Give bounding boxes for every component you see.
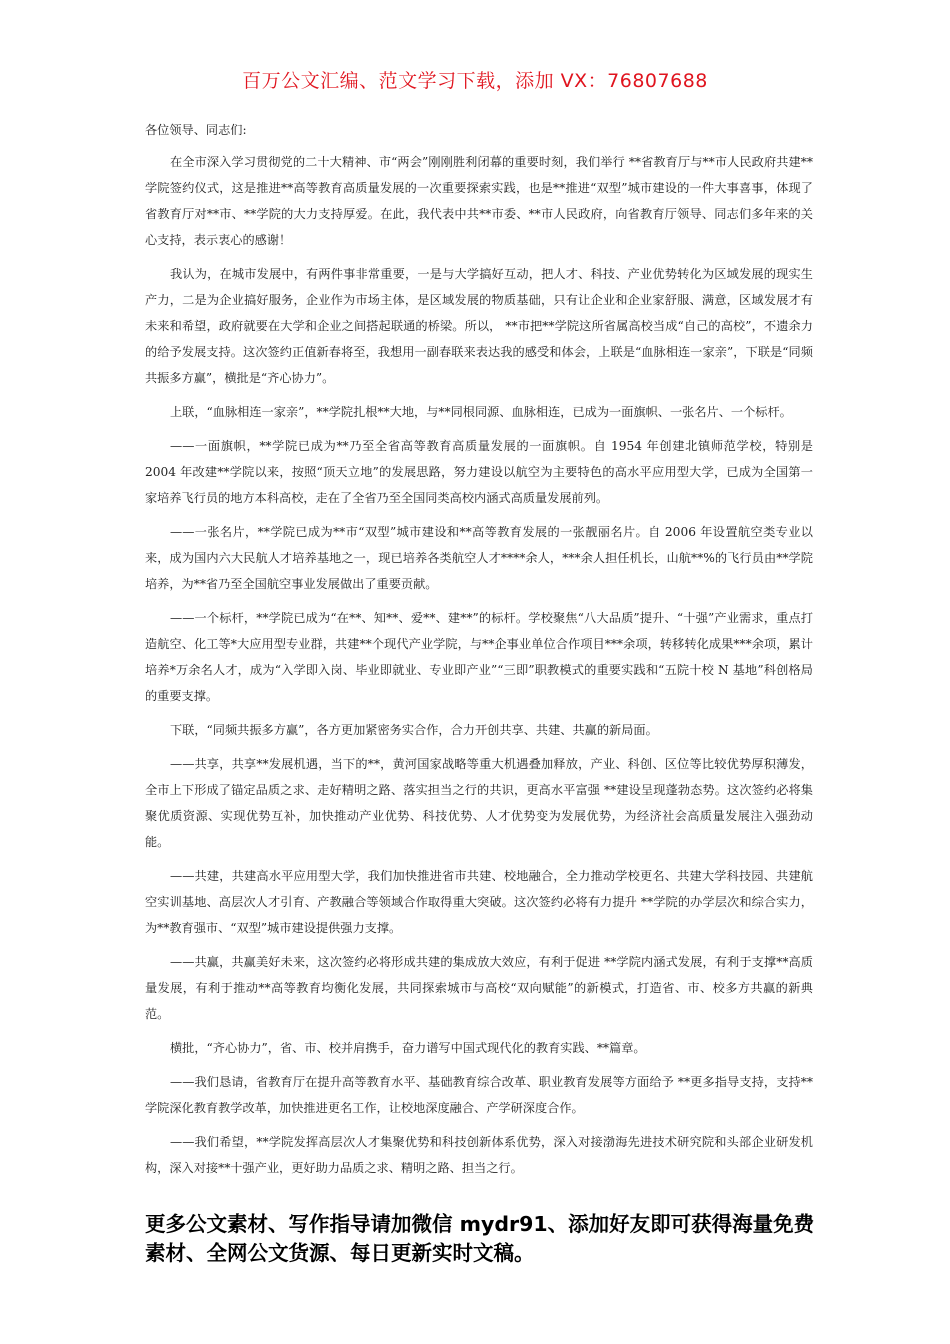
salutation: 各位领导、同志们: <box>145 123 247 137</box>
paragraph: 下联，“同频共振多方赢”，各方更加紧密务实合作，合力开创共享、共建、共赢的新局面。 <box>170 723 658 737</box>
paragraph: ——一面旗帜，**学院已成为**乃至全省高等教育高质量发展的一面旗帜。自 1954 年创建北镇师范学校，特别是 2004 年改建**学院以来，按照“顶天立地”的发展思路，努力建设以航空为主要特色的高水平应用型大学，已成为全国第一家培养飞行员的地方本科高校，走在了全省乃至全国同类高校内涵式高质量发展前列。 <box>145 439 813 505</box>
paragraph: ——我们希望，**学院发挥高层次人才集聚优势和科技创新体系优势，深入对接渤海先进技术研究院和头部企业研发机构，深入对接**十强产业，更好助力品质之求、精明之路、担当之行。 <box>145 1135 813 1175</box>
paragraph: 我认为，在城市发展中，有两件事非常重要，一是与大学搞好互动，把人才、科技、产业优势转化为区域发展的现实生产力，二是为企业搞好服务，企业作为市场主体，是区域发展的物质基础，只有让企业和企业家舒服、满意，区域发展才有未来和希望，政府就要在大学和企业之间搭起联通的桥梁。所以， **市把**学院这所省属高校当成“自己的高校”，不遗余力的给予发展支持。这次签约正值新春将至，我想用一副春联来表达我的感受和体会，上联是“血脉相连一家亲”，下联是“同频共振多方赢”，横批是“齐心协力”。 <box>145 267 813 385</box>
paragraph: ——共享，共享**发展机遇，当下的**，黄河国家战略等重大机遇叠加释放，产业、科创、区位等比较优势厚积薄发，全市上下形成了锚定品质之求、走好精明之路、落实担当之行的共识，更高水平富强 **建设呈现蓬勃态势。这次签约必将集聚优质资源、实现优势互补，加快推动产业优势、科技优势、人才优势变为发展优势，为经济社会高质量发展注入强劲动能。 <box>145 757 813 849</box>
paragraph: ——共赢，共赢美好未来，这次签约必将形成共建的集成放大效应，有利于促进 **学院内涵式发展，有利于支撑**高质量发展，有利于推动**高等教育均衡化发展，共同探索城市与高校“双向赋能”的新模式，打造省、市、校多方共赢的新典范。 <box>145 955 813 1021</box>
paragraph: 横批，“齐心协力”，省、市、校并肩携手，奋力谱写中国式现代化的教育实践、**篇章。 <box>170 1041 646 1055</box>
document-body <box>145 117 813 1189</box>
paragraph: ——我们恳请，省教育厅在提升高等教育水平、基础教育综合改革、职业教育发展等方面给予 **更多指导支持，支持**学院深化教育教学改革，加快推进更名工作，让校地深度融合、产学研深度合作。 <box>145 1075 813 1115</box>
paragraph: ——一张名片，**学院已成为**市“双型”城市建设和**高等教育发展的一张靓丽名片。自 2006 年设置航空类专业以来，成为国内六大民航人才培养基地之一，现已培养各类航空人才****余人，***余人担任机长，山航**%的飞行员由**学院培养，为**省乃至全国航空事业发展做出了重要贡献。 <box>145 525 813 591</box>
paragraph: 上联，“血脉相连一家亲”，**学院扎根**大地，与**同根同源、血脉相连，已成为一面旗帜、一张名片、一个标杆。 <box>170 405 792 419</box>
paragraph: ——共建，共建高水平应用型大学，我们加快推进省市共建、校地融合，全力推动学校更名、共建大学科技园、共建航空实训基地、高层次人才引育、产教融合等领域合作取得重大突破。这次签约必将有力提升 **学院的办学层次和综合实力，为**教育强市、“双型”城市建设提供强力支撑。 <box>145 869 813 935</box>
paragraph: 在全市深入学习贯彻党的二十大精神、市“两会”刚刚胜利闭幕的重要时刻，我们举行 **省教育厅与**市人民政府共建**学院签约仪式，这是推进**高等教育高质量发展的一次重要探索实践，也是**推进“双型”城市建设的一件大事喜事，体现了省教育厅对**市、**学院的大力支持厚爱。在此，我代表中共**市委、**市人民政府，向省教育厅领导、同志们多年来的关心支持，表示衷心的感谢！ <box>145 155 813 247</box>
paragraph: ——一个标杆，**学院已成为“在**、知**、爱**、建**”的标杆。学校聚焦“八大品质”提升、“十强”产业需求，重点打造航空、化工等*大应用型专业群，共建**个现代产业学院，与**企事业单位合作项目***余项，转移转化成果***余项，累计培养*万余名人才，成为“入学即入岗、毕业即就业、专业即产业”“三即”职教模式的重要实践和“五院十校 N 基地”科创格局的重要支撑。 <box>145 611 813 703</box>
footer-promo: 更多公文素材、写作指导请加微信 mydr91、添加好友即可获得海量免费素材、全网公文货源、每日更新实时文稿。 <box>145 1212 815 1265</box>
header-banner: 百万公文汇编、范文学习下载，添加 VX：76807688 <box>242 70 708 92</box>
